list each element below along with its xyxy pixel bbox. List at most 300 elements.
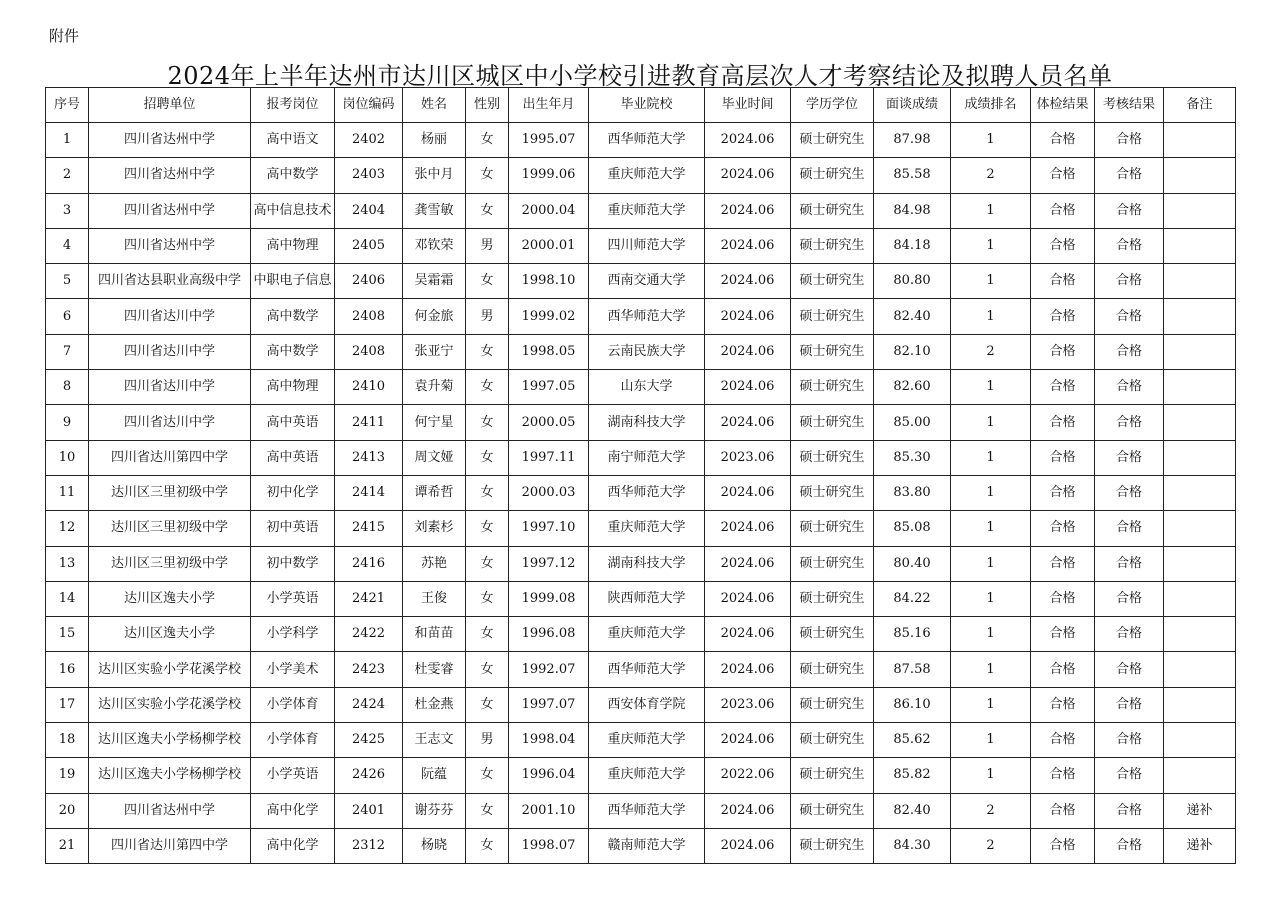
cell-position-code: 2411 [335, 405, 403, 440]
cell-rank: 1 [951, 758, 1031, 793]
cell-interview-score: 85.16 [874, 617, 951, 652]
cell-rank: 2 [951, 828, 1031, 863]
cell-medical-result: 合格 [1031, 758, 1095, 793]
cell-rank: 1 [951, 370, 1031, 405]
cell-employer: 达川区三里初级中学 [89, 546, 251, 581]
cell-position: 高中数学 [251, 299, 335, 334]
cell-degree: 硕士研究生 [791, 652, 874, 687]
table-header-row [46, 88, 1236, 123]
cell-birth-date: 1997.05 [509, 370, 589, 405]
cell-name: 苏艳 [403, 546, 466, 581]
cell-interview-score: 84.18 [874, 228, 951, 263]
cell-position-code: 2414 [335, 475, 403, 510]
cell-index: 21 [46, 828, 89, 863]
cell-position: 高中英语 [251, 405, 335, 440]
cell-name: 谢芬芬 [403, 793, 466, 828]
cell-graduation-date: 2022.06 [705, 758, 791, 793]
cell-remarks [1164, 228, 1236, 263]
cell-index: 15 [46, 617, 89, 652]
cell-position-code: 2423 [335, 652, 403, 687]
cell-remarks [1164, 581, 1236, 616]
cell-medical-result: 合格 [1031, 158, 1095, 193]
header-degree: 学历学位 [791, 88, 874, 123]
header-position: 报考岗位 [251, 88, 335, 123]
cell-medical-result: 合格 [1031, 581, 1095, 616]
cell-assessment-result: 合格 [1095, 334, 1164, 369]
cell-remarks [1164, 546, 1236, 581]
cell-position: 小学体育 [251, 687, 335, 722]
table-row [46, 793, 1236, 828]
cell-graduation-date: 2024.06 [705, 617, 791, 652]
cell-school: 西华师范大学 [589, 793, 705, 828]
cell-school: 重庆师范大学 [589, 758, 705, 793]
table-body [46, 123, 1236, 864]
cell-assessment-result: 合格 [1095, 440, 1164, 475]
cell-degree: 硕士研究生 [791, 299, 874, 334]
cell-employer: 四川省达州中学 [89, 123, 251, 158]
table-row [46, 405, 1236, 440]
cell-position-code: 2424 [335, 687, 403, 722]
cell-gender: 女 [466, 758, 509, 793]
cell-name: 吴霜霜 [403, 264, 466, 299]
cell-index: 9 [46, 405, 89, 440]
cell-school: 西安体育学院 [589, 687, 705, 722]
table-row [46, 546, 1236, 581]
cell-interview-score: 85.08 [874, 511, 951, 546]
header-medical-result: 体检结果 [1031, 88, 1095, 123]
cell-medical-result: 合格 [1031, 546, 1095, 581]
header-rank: 成绩排名 [951, 88, 1031, 123]
header-birth-date: 出生年月 [509, 88, 589, 123]
cell-school: 陕西师范大学 [589, 581, 705, 616]
cell-gender: 女 [466, 793, 509, 828]
cell-assessment-result: 合格 [1095, 511, 1164, 546]
cell-interview-score: 84.98 [874, 193, 951, 228]
cell-assessment-result: 合格 [1095, 758, 1164, 793]
cell-school: 四川师范大学 [589, 228, 705, 263]
cell-index: 17 [46, 687, 89, 722]
cell-remarks [1164, 193, 1236, 228]
cell-degree: 硕士研究生 [791, 228, 874, 263]
cell-medical-result: 合格 [1031, 828, 1095, 863]
header-assessment-result: 考核结果 [1095, 88, 1164, 123]
table-row [46, 193, 1236, 228]
cell-birth-date: 1996.08 [509, 617, 589, 652]
cell-rank: 1 [951, 652, 1031, 687]
cell-name: 周文娅 [403, 440, 466, 475]
cell-remarks: 递补 [1164, 828, 1236, 863]
cell-gender: 女 [466, 617, 509, 652]
cell-assessment-result: 合格 [1095, 475, 1164, 510]
cell-remarks: 递补 [1164, 793, 1236, 828]
cell-position-code: 2415 [335, 511, 403, 546]
cell-interview-score: 87.98 [874, 123, 951, 158]
cell-index: 5 [46, 264, 89, 299]
cell-position: 中职电子信息 [251, 264, 335, 299]
cell-birth-date: 2001.10 [509, 793, 589, 828]
cell-birth-date: 1999.06 [509, 158, 589, 193]
cell-gender: 女 [466, 193, 509, 228]
cell-assessment-result: 合格 [1095, 828, 1164, 863]
cell-interview-score: 85.82 [874, 758, 951, 793]
cell-birth-date: 1997.07 [509, 687, 589, 722]
cell-name: 王俊 [403, 581, 466, 616]
cell-position: 高中信息技术 [251, 193, 335, 228]
cell-position: 高中数学 [251, 158, 335, 193]
header-index: 序号 [46, 88, 89, 123]
cell-remarks [1164, 617, 1236, 652]
cell-birth-date: 2000.01 [509, 228, 589, 263]
cell-name: 刘素杉 [403, 511, 466, 546]
cell-rank: 1 [951, 299, 1031, 334]
cell-position: 小学科学 [251, 617, 335, 652]
cell-assessment-result: 合格 [1095, 581, 1164, 616]
cell-position-code: 2405 [335, 228, 403, 263]
cell-graduation-date: 2024.06 [705, 123, 791, 158]
cell-rank: 1 [951, 228, 1031, 263]
cell-position-code: 2402 [335, 123, 403, 158]
cell-remarks [1164, 758, 1236, 793]
cell-school: 重庆师范大学 [589, 158, 705, 193]
cell-remarks [1164, 475, 1236, 510]
table-row [46, 511, 1236, 546]
cell-position: 高中数学 [251, 334, 335, 369]
cell-position: 高中化学 [251, 793, 335, 828]
cell-medical-result: 合格 [1031, 299, 1095, 334]
cell-interview-score: 85.00 [874, 405, 951, 440]
cell-position-code: 2421 [335, 581, 403, 616]
cell-medical-result: 合格 [1031, 123, 1095, 158]
cell-graduation-date: 2023.06 [705, 687, 791, 722]
cell-index: 7 [46, 334, 89, 369]
cell-interview-score: 85.30 [874, 440, 951, 475]
cell-interview-score: 80.40 [874, 546, 951, 581]
table-row [46, 652, 1236, 687]
cell-index: 12 [46, 511, 89, 546]
cell-name: 张中月 [403, 158, 466, 193]
cell-degree: 硕士研究生 [791, 193, 874, 228]
cell-medical-result: 合格 [1031, 617, 1095, 652]
cell-rank: 1 [951, 264, 1031, 299]
cell-school: 南宁师范大学 [589, 440, 705, 475]
cell-position: 高中物理 [251, 370, 335, 405]
cell-position-code: 2408 [335, 299, 403, 334]
cell-position: 高中物理 [251, 228, 335, 263]
cell-assessment-result: 合格 [1095, 370, 1164, 405]
cell-employer: 四川省达县职业高级中学 [89, 264, 251, 299]
cell-birth-date: 1997.11 [509, 440, 589, 475]
cell-medical-result: 合格 [1031, 370, 1095, 405]
table-row [46, 440, 1236, 475]
cell-employer: 四川省达川第四中学 [89, 440, 251, 475]
cell-gender: 男 [466, 299, 509, 334]
cell-interview-score: 84.30 [874, 828, 951, 863]
cell-interview-score: 86.10 [874, 687, 951, 722]
table-row [46, 687, 1236, 722]
cell-name: 袁升菊 [403, 370, 466, 405]
cell-gender: 女 [466, 334, 509, 369]
cell-graduation-date: 2024.06 [705, 546, 791, 581]
cell-graduation-date: 2023.06 [705, 440, 791, 475]
cell-position-code: 2425 [335, 723, 403, 758]
cell-position: 小学体育 [251, 723, 335, 758]
cell-birth-date: 1997.12 [509, 546, 589, 581]
cell-position: 高中语文 [251, 123, 335, 158]
cell-school: 湖南科技大学 [589, 405, 705, 440]
cell-interview-score: 85.58 [874, 158, 951, 193]
cell-medical-result: 合格 [1031, 440, 1095, 475]
cell-assessment-result: 合格 [1095, 793, 1164, 828]
cell-school: 山东大学 [589, 370, 705, 405]
cell-position-code: 2426 [335, 758, 403, 793]
table-row [46, 123, 1236, 158]
cell-position: 高中英语 [251, 440, 335, 475]
cell-interview-score: 80.80 [874, 264, 951, 299]
header-employer: 招聘单位 [89, 88, 251, 123]
cell-name: 阮蕴 [403, 758, 466, 793]
cell-index: 3 [46, 193, 89, 228]
cell-medical-result: 合格 [1031, 334, 1095, 369]
cell-name: 何金旅 [403, 299, 466, 334]
cell-rank: 1 [951, 475, 1031, 510]
cell-medical-result: 合格 [1031, 793, 1095, 828]
cell-birth-date: 2000.04 [509, 193, 589, 228]
cell-remarks [1164, 652, 1236, 687]
cell-employer: 达川区实验小学花溪学校 [89, 687, 251, 722]
cell-rank: 2 [951, 158, 1031, 193]
cell-graduation-date: 2024.06 [705, 228, 791, 263]
cell-graduation-date: 2024.06 [705, 828, 791, 863]
cell-gender: 女 [466, 440, 509, 475]
cell-birth-date: 2000.03 [509, 475, 589, 510]
cell-rank: 1 [951, 405, 1031, 440]
cell-index: 1 [46, 123, 89, 158]
header-graduation-date: 毕业时间 [705, 88, 791, 123]
cell-index: 4 [46, 228, 89, 263]
cell-medical-result: 合格 [1031, 228, 1095, 263]
cell-birth-date: 1998.07 [509, 828, 589, 863]
cell-graduation-date: 2024.06 [705, 475, 791, 510]
cell-position-code: 2408 [335, 334, 403, 369]
cell-index: 16 [46, 652, 89, 687]
cell-medical-result: 合格 [1031, 264, 1095, 299]
cell-name: 何宁星 [403, 405, 466, 440]
cell-assessment-result: 合格 [1095, 193, 1164, 228]
cell-assessment-result: 合格 [1095, 617, 1164, 652]
cell-rank: 1 [951, 687, 1031, 722]
cell-rank: 2 [951, 793, 1031, 828]
cell-interview-score: 83.80 [874, 475, 951, 510]
cell-school: 重庆师范大学 [589, 193, 705, 228]
cell-index: 2 [46, 158, 89, 193]
cell-gender: 女 [466, 828, 509, 863]
cell-index: 8 [46, 370, 89, 405]
cell-gender: 女 [466, 581, 509, 616]
header-remarks: 备注 [1164, 88, 1236, 123]
cell-birth-date: 1998.10 [509, 264, 589, 299]
cell-position: 高中化学 [251, 828, 335, 863]
cell-graduation-date: 2024.06 [705, 158, 791, 193]
cell-graduation-date: 2024.06 [705, 723, 791, 758]
cell-position: 初中化学 [251, 475, 335, 510]
cell-name: 邓钦荣 [403, 228, 466, 263]
cell-position: 初中数学 [251, 546, 335, 581]
cell-interview-score: 82.40 [874, 793, 951, 828]
cell-medical-result: 合格 [1031, 193, 1095, 228]
cell-school: 云南民族大学 [589, 334, 705, 369]
cell-degree: 硕士研究生 [791, 581, 874, 616]
cell-birth-date: 1996.04 [509, 758, 589, 793]
cell-position-code: 2404 [335, 193, 403, 228]
cell-position: 小学美术 [251, 652, 335, 687]
cell-gender: 女 [466, 475, 509, 510]
cell-index: 11 [46, 475, 89, 510]
cell-degree: 硕士研究生 [791, 828, 874, 863]
cell-name: 和苗苗 [403, 617, 466, 652]
cell-rank: 1 [951, 440, 1031, 475]
cell-employer: 达川区三里初级中学 [89, 511, 251, 546]
cell-graduation-date: 2024.06 [705, 793, 791, 828]
table-row [46, 228, 1236, 263]
cell-remarks [1164, 370, 1236, 405]
cell-employer: 达川区实验小学花溪学校 [89, 652, 251, 687]
cell-index: 13 [46, 546, 89, 581]
cell-remarks [1164, 723, 1236, 758]
cell-graduation-date: 2024.06 [705, 370, 791, 405]
cell-employer: 四川省达川中学 [89, 299, 251, 334]
cell-medical-result: 合格 [1031, 405, 1095, 440]
table-row [46, 617, 1236, 652]
cell-remarks [1164, 511, 1236, 546]
cell-medical-result: 合格 [1031, 652, 1095, 687]
cell-degree: 硕士研究生 [791, 617, 874, 652]
cell-interview-score: 84.22 [874, 581, 951, 616]
cell-degree: 硕士研究生 [791, 511, 874, 546]
cell-degree: 硕士研究生 [791, 758, 874, 793]
cell-school: 西华师范大学 [589, 475, 705, 510]
cell-school: 西华师范大学 [589, 123, 705, 158]
cell-employer: 四川省达川中学 [89, 334, 251, 369]
cell-degree: 硕士研究生 [791, 793, 874, 828]
cell-assessment-result: 合格 [1095, 546, 1164, 581]
cell-degree: 硕士研究生 [791, 475, 874, 510]
cell-remarks [1164, 299, 1236, 334]
header-gender: 性别 [466, 88, 509, 123]
cell-birth-date: 2000.05 [509, 405, 589, 440]
cell-rank: 1 [951, 123, 1031, 158]
cell-assessment-result: 合格 [1095, 228, 1164, 263]
cell-name: 龚雪敏 [403, 193, 466, 228]
cell-position-code: 2413 [335, 440, 403, 475]
header-position-code: 岗位编码 [335, 88, 403, 123]
cell-school: 重庆师范大学 [589, 511, 705, 546]
cell-rank: 1 [951, 511, 1031, 546]
cell-interview-score: 87.58 [874, 652, 951, 687]
cell-interview-score: 82.40 [874, 299, 951, 334]
cell-rank: 1 [951, 581, 1031, 616]
header-interview-score: 面谈成绩 [874, 88, 951, 123]
cell-employer: 四川省达州中学 [89, 193, 251, 228]
cell-index: 14 [46, 581, 89, 616]
cell-school: 重庆师范大学 [589, 723, 705, 758]
table-row [46, 370, 1236, 405]
cell-school: 西华师范大学 [589, 652, 705, 687]
cell-birth-date: 1995.07 [509, 123, 589, 158]
cell-name: 杜金燕 [403, 687, 466, 722]
cell-position-code: 2410 [335, 370, 403, 405]
attachment-label: 附件 [49, 27, 80, 45]
cell-remarks [1164, 405, 1236, 440]
cell-employer: 四川省达川中学 [89, 405, 251, 440]
cell-interview-score: 82.60 [874, 370, 951, 405]
cell-position-code: 2401 [335, 793, 403, 828]
cell-remarks [1164, 158, 1236, 193]
cell-employer: 达川区逸夫小学 [89, 581, 251, 616]
cell-position-code: 2422 [335, 617, 403, 652]
cell-index: 10 [46, 440, 89, 475]
cell-school: 湖南科技大学 [589, 546, 705, 581]
cell-employer: 达川区三里初级中学 [89, 475, 251, 510]
cell-index: 20 [46, 793, 89, 828]
cell-position-code: 2312 [335, 828, 403, 863]
cell-assessment-result: 合格 [1095, 123, 1164, 158]
cell-gender: 女 [466, 652, 509, 687]
page-title: 2024年上半年达州市达川区城区中小学校引进教育高层次人才考察结论及拟聘人员名单 [167, 62, 1113, 90]
cell-employer: 四川省达州中学 [89, 158, 251, 193]
cell-graduation-date: 2024.06 [705, 264, 791, 299]
cell-school: 西华师范大学 [589, 299, 705, 334]
cell-gender: 女 [466, 511, 509, 546]
cell-rank: 1 [951, 723, 1031, 758]
cell-remarks [1164, 264, 1236, 299]
table-row [46, 264, 1236, 299]
cell-position: 小学英语 [251, 758, 335, 793]
cell-school: 重庆师范大学 [589, 617, 705, 652]
cell-name: 谭希哲 [403, 475, 466, 510]
cell-birth-date: 1998.04 [509, 723, 589, 758]
cell-school: 赣南师范大学 [589, 828, 705, 863]
cell-employer: 四川省达州中学 [89, 793, 251, 828]
cell-degree: 硕士研究生 [791, 687, 874, 722]
cell-degree: 硕士研究生 [791, 405, 874, 440]
cell-graduation-date: 2024.06 [705, 405, 791, 440]
cell-gender: 女 [466, 370, 509, 405]
table-row [46, 475, 1236, 510]
cell-gender: 女 [466, 158, 509, 193]
cell-employer: 达川区逸夫小学杨柳学校 [89, 758, 251, 793]
table-row [46, 158, 1236, 193]
cell-assessment-result: 合格 [1095, 405, 1164, 440]
cell-degree: 硕士研究生 [791, 440, 874, 475]
cell-position-code: 2403 [335, 158, 403, 193]
cell-degree: 硕士研究生 [791, 264, 874, 299]
cell-gender: 男 [466, 723, 509, 758]
cell-gender: 女 [466, 687, 509, 722]
cell-name: 杜雯睿 [403, 652, 466, 687]
cell-graduation-date: 2024.06 [705, 299, 791, 334]
cell-index: 6 [46, 299, 89, 334]
cell-remarks [1164, 440, 1236, 475]
cell-employer: 四川省达川第四中学 [89, 828, 251, 863]
table-row [46, 299, 1236, 334]
cell-medical-result: 合格 [1031, 723, 1095, 758]
cell-employer: 达川区逸夫小学 [89, 617, 251, 652]
cell-rank: 1 [951, 193, 1031, 228]
cell-assessment-result: 合格 [1095, 723, 1164, 758]
cell-rank: 1 [951, 546, 1031, 581]
table-row [46, 581, 1236, 616]
cell-assessment-result: 合格 [1095, 264, 1164, 299]
